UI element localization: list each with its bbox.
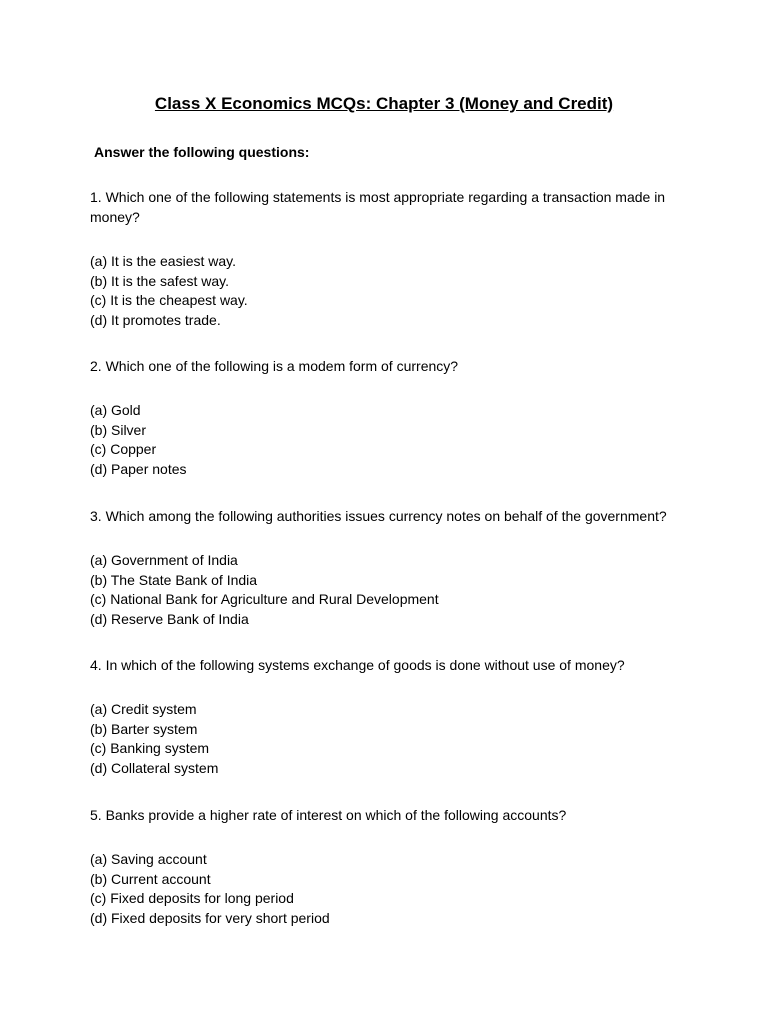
question-text: 2. Which one of the following is a modem form of currency? (90, 358, 459, 374)
option-d: (d) Collateral system (90, 759, 219, 776)
option-a: (a) It is the easiest way. (90, 253, 237, 269)
option-d: (d) Paper notes (90, 460, 187, 477)
option-b: (b) Silver (90, 421, 147, 438)
option-list (90, 252, 680, 330)
option-list (90, 850, 680, 928)
option-c: (c) It is the cheapest way. (90, 292, 248, 309)
option-b: (b) Barter system (90, 720, 198, 737)
page-title: Class X Economics MCQs: Chapter 3 (Money and Credit) (154, 94, 614, 113)
question-1 (90, 187, 680, 330)
question-text: 4. In which of the following systems exchange of goods is done without use of money? (90, 657, 625, 673)
question-3 (90, 506, 680, 629)
option-list (90, 551, 680, 629)
question-5 (90, 805, 680, 928)
option-a: (a) Saving account (90, 851, 207, 867)
option-d: (d) Fixed deposits for very short period (90, 909, 330, 926)
option-a: (a) Government of India (90, 552, 238, 568)
option-a: (a) Gold (90, 402, 141, 418)
option-a: (a) Credit system (90, 701, 197, 717)
option-list (90, 700, 680, 778)
option-c: (c) Copper (90, 441, 157, 458)
question-text: 1. Which one of the following statements is most appropriate regarding a transaction made in money? (90, 189, 666, 225)
option-d: (d) It promotes trade. (90, 311, 221, 328)
option-d: (d) Reserve Bank of India (90, 610, 249, 627)
option-c: (c) Fixed deposits for long period (90, 890, 294, 907)
instruction-text: Answer the following questions: (94, 144, 310, 160)
question-4 (90, 655, 680, 778)
option-b: (b) The State Bank of India (90, 571, 258, 588)
option-c: (c) National Bank for Agriculture and Rural Development (90, 591, 439, 608)
question-2 (90, 356, 680, 479)
option-c: (c) Banking system (90, 740, 210, 757)
question-text: 3. Which among the following authorities issues currency notes on behalf of the government? (90, 508, 667, 524)
option-b: (b) It is the safest way. (90, 272, 230, 289)
option-list (90, 401, 680, 479)
option-b: (b) Current account (90, 870, 211, 887)
question-text: 5. Banks provide a higher rate of interest on which of the following accounts? (90, 807, 567, 823)
